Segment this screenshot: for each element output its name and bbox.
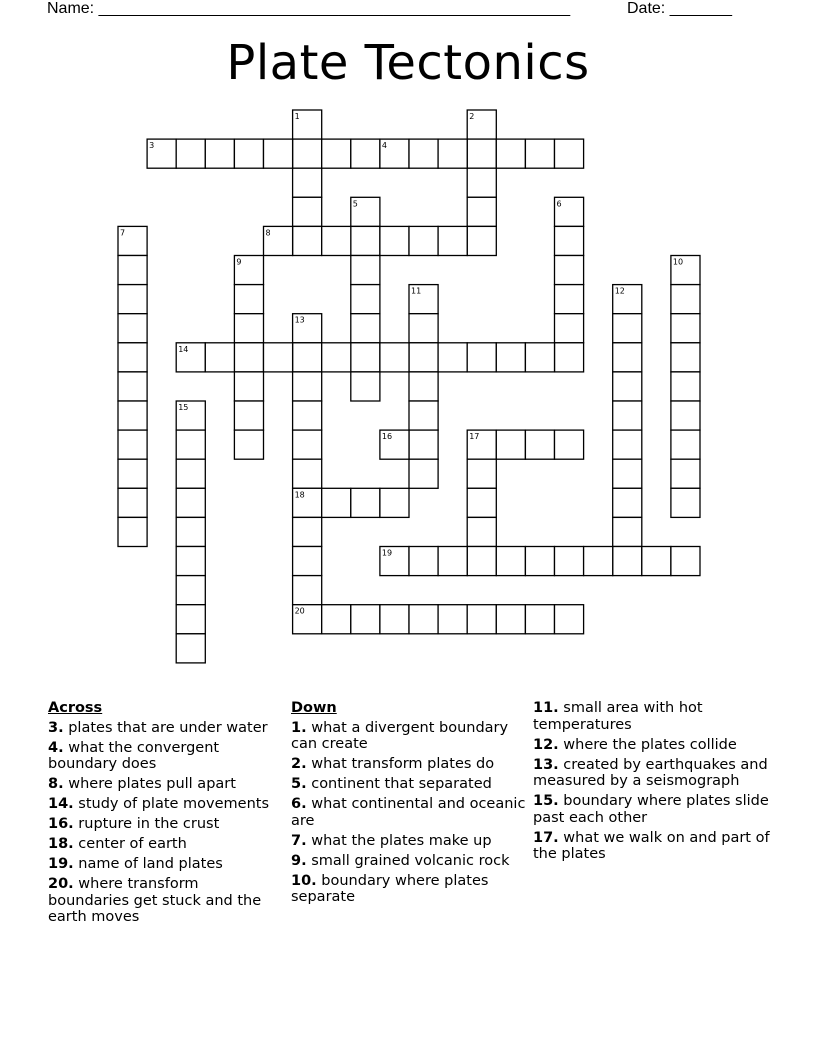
grid-cell[interactable] [118,459,147,488]
clue-text: created by earthquakes and measured by a seismograph [533,756,768,789]
grid-cell[interactable] [409,226,438,255]
grid-cell[interactable] [176,139,205,168]
grid-cell[interactable] [380,430,409,459]
grid-cell[interactable] [118,226,147,255]
clue-text: where plates pull apart [63,776,236,792]
across-heading: Across [48,700,103,716]
grid-cell[interactable] [351,285,380,314]
grid-cell[interactable] [438,139,467,168]
grid-cell[interactable] [671,372,700,401]
clue-number: 15. [533,793,559,809]
grid-cell[interactable] [293,430,322,459]
grid-cell[interactable] [409,547,438,576]
grid-cell[interactable] [467,343,496,372]
grid-cell[interactable] [496,605,525,634]
grid-cell[interactable] [293,605,322,634]
grid-cell[interactable] [176,605,205,634]
grid-cell[interactable] [380,139,409,168]
grid-cell[interactable] [176,634,205,663]
clue-number: 8. [48,776,64,792]
grid-cell[interactable] [118,256,147,285]
clue-item [533,793,773,826]
grid-cell[interactable] [613,517,642,546]
grid-cell[interactable] [118,372,147,401]
clue-number: 19. [48,856,74,872]
grid-cell[interactable] [205,139,234,168]
clue-text: where transform boundaries get stuck and the earth moves [48,876,262,925]
grid-cell[interactable] [438,343,467,372]
grid-cell[interactable] [409,343,438,372]
grid-cell[interactable] [322,488,351,517]
grid-cell[interactable] [118,343,147,372]
grid-cell[interactable] [467,197,496,226]
grid-cell[interactable] [264,226,293,255]
grid-cell[interactable] [118,430,147,459]
clue-item [533,830,773,863]
cell-number: 16 [381,432,393,442]
grid-cell[interactable] [671,314,700,343]
clue-text: boundary where plates slide past each other [533,793,769,826]
grid-cell[interactable] [671,430,700,459]
grid-cell[interactable] [409,372,438,401]
clue-number: 6. [291,796,307,812]
clue-number: 7. [291,832,307,849]
grid-cell[interactable] [555,226,584,255]
grid-cell[interactable] [613,488,642,517]
grid-cell[interactable] [118,488,147,517]
grid-cell[interactable] [118,401,147,430]
clue-item [533,700,773,733]
clue-number: 18. [48,836,74,852]
grid-cell[interactable] [351,372,380,401]
grid-cell[interactable] [613,285,642,314]
grid-cell[interactable] [409,430,438,459]
date-field[interactable]: Date: _______ [627,0,732,17]
grid-cell[interactable] [118,285,147,314]
clue-number: 10. [291,872,317,889]
down-heading: Down [291,700,337,716]
grid-cell[interactable] [234,139,263,168]
grid-cell[interactable] [293,401,322,430]
grid-cell[interactable] [293,488,322,517]
grid-cell[interactable] [671,401,700,430]
clue-item [291,833,526,850]
clue-text: what the plates make up [306,832,492,849]
clue-item [533,737,773,754]
clue-text: what continental and oceanic are [291,796,526,829]
grid-cell[interactable] [176,430,205,459]
grid-cell[interactable] [293,168,322,197]
grid-cell[interactable] [176,401,205,430]
clue-text: what the convergent boundary does [48,739,220,772]
cell-number: 19 [381,548,393,558]
grid-cell[interactable] [555,343,584,372]
grid-cell[interactable] [351,197,380,226]
clue-text: study of plate movements [73,796,270,812]
grid-cell[interactable] [322,605,351,634]
clue-number: 17. [533,829,559,846]
clue-item [48,776,280,793]
grid-cell[interactable] [351,226,380,255]
grid-cell[interactable] [409,314,438,343]
grid-cell[interactable] [380,605,409,634]
grid-cell[interactable] [322,226,351,255]
clue-item [291,776,526,793]
clue-text: name of land plates [73,856,223,872]
grid-cell[interactable] [467,517,496,546]
clue-text: what transform plates do [306,756,495,772]
clue-number: 14. [48,796,74,812]
grid-cell[interactable] [467,605,496,634]
cell-number: 18 [294,490,305,500]
grid-cell[interactable] [293,576,322,605]
cell-number: 9 [236,257,242,267]
grid-cell[interactable] [525,605,554,634]
clue-text: continent that separated [306,776,492,792]
grid-cell[interactable] [613,343,642,372]
grid-cell[interactable] [555,547,584,576]
cell-number: 11 [411,286,422,296]
grid-cell[interactable] [555,430,584,459]
clue-item [48,720,280,737]
grid-cell[interactable] [525,139,554,168]
cell-number: 15 [178,403,189,412]
grid-cell[interactable] [671,285,700,314]
grid-cell[interactable] [671,488,700,517]
grid-cell[interactable] [613,459,642,488]
clue-number: 9. [291,852,307,869]
grid-cell[interactable] [555,605,584,634]
grid-cell[interactable] [496,547,525,576]
clue-text: what we walk on and part of the plates [533,829,770,862]
grid-cell[interactable] [496,343,525,372]
grid-cell[interactable] [555,285,584,314]
grid-cell[interactable] [496,139,525,168]
grid-cell[interactable] [351,139,380,168]
clue-number: 3. [48,719,64,736]
grid-cell[interactable] [409,459,438,488]
name-field[interactable]: Name: _____________________________________________________ [47,0,571,17]
grid-cell[interactable] [380,547,409,576]
grid-cell[interactable] [234,401,263,430]
grid-cell[interactable] [467,226,496,255]
grid-cell[interactable] [409,401,438,430]
grid-cell[interactable] [234,314,263,343]
grid-cell[interactable] [438,605,467,634]
grid-cell[interactable] [467,430,496,459]
grid-cell[interactable] [293,459,322,488]
clue-number: 5. [291,776,307,792]
grid-cell[interactable] [351,605,380,634]
cell-number: 8 [265,228,271,238]
grid-cell[interactable] [438,226,467,255]
grid-cell[interactable] [671,343,700,372]
down-clues [291,700,526,909]
grid-cell[interactable] [467,110,496,139]
down-clues-continued [533,700,773,866]
clue-text: boundary where plates separate [291,872,489,905]
grid-cell[interactable] [351,256,380,285]
grid-cell[interactable] [467,168,496,197]
page-title: Plate Tectonics [226,35,590,91]
grid-cell[interactable] [613,430,642,459]
grid-cell[interactable] [671,459,700,488]
clue-item [291,796,526,829]
grid-cell[interactable] [293,314,322,343]
grid-cell[interactable] [671,256,700,285]
clue-item [48,876,280,926]
grid-cell[interactable] [293,372,322,401]
cell-number: 14 [178,344,189,354]
grid-cell[interactable] [234,285,263,314]
grid-cell[interactable] [467,488,496,517]
cell-number: 4 [381,141,387,151]
clue-text: plates that are under water [63,719,268,736]
clue-number: 11. [533,700,559,716]
grid-cell[interactable] [380,226,409,255]
cell-number: 3 [149,141,155,151]
grid-cell[interactable] [322,139,351,168]
clue-number: 16. [48,816,74,832]
grid-cell[interactable] [351,488,380,517]
grid-cell[interactable] [380,343,409,372]
grid-cell[interactable] [205,343,234,372]
clue-item [48,856,280,873]
grid-cell[interactable] [555,314,584,343]
grid-cell[interactable] [525,547,554,576]
clue-item [291,720,526,753]
clue-item [48,836,280,853]
grid-cell[interactable] [293,547,322,576]
grid-cell[interactable] [380,488,409,517]
grid-cell[interactable] [147,139,176,168]
grid-cell[interactable] [264,139,293,168]
grid-cell[interactable] [467,459,496,488]
grid-cell[interactable] [642,547,671,576]
grid-cell[interactable] [409,605,438,634]
grid-cell[interactable] [467,139,496,168]
cell-number: 13 [294,315,305,325]
grid-cell[interactable] [613,547,642,576]
grid-cell[interactable] [525,343,554,372]
grid-cell[interactable] [293,110,322,139]
clue-text: small area with hot temperatures [533,700,703,733]
grid-cell[interactable] [176,517,205,546]
grid-cell[interactable] [613,401,642,430]
clue-text: what a divergent boundary can create [291,719,509,752]
cell-number: 10 [672,257,684,267]
grid-cell[interactable] [293,343,322,372]
grid-cell[interactable] [409,139,438,168]
grid-cell[interactable] [293,139,322,168]
clue-text: center of earth [73,836,187,852]
clue-number: 12. [533,736,559,753]
grid-cell[interactable] [671,547,700,576]
grid-cell[interactable] [409,285,438,314]
grid-cell[interactable] [176,343,205,372]
grid-cell[interactable] [176,488,205,517]
grid-cell[interactable] [555,139,584,168]
clue-item [48,816,280,833]
grid-cell[interactable] [584,547,613,576]
cell-number: 2 [469,112,475,121]
cell-number: 5 [352,199,358,209]
grid-cell[interactable] [496,430,525,459]
grid-cell[interactable] [351,343,380,372]
cell-number: 6 [556,199,562,209]
grid-cell[interactable] [176,547,205,576]
grid-cell[interactable] [118,314,147,343]
grid-cell[interactable] [351,314,380,343]
clue-text: where the plates collide [558,736,737,753]
clue-item [291,756,526,773]
grid-cell[interactable] [293,517,322,546]
clue-item [291,873,526,906]
grid-cell[interactable] [234,430,263,459]
grid-cell[interactable] [555,197,584,226]
cell-number: 7 [120,228,126,238]
clue-item [291,853,526,870]
cell-number: 1 [294,112,300,121]
grid-cell[interactable] [293,226,322,255]
grid-cell[interactable] [234,343,263,372]
grid-cell[interactable] [613,314,642,343]
clue-item [48,796,280,813]
cell-number: 12 [614,286,625,296]
grid-cell[interactable] [176,576,205,605]
across-clues [48,700,280,929]
clue-number: 4. [48,739,64,756]
clue-number: 20. [48,876,74,892]
cell-number: 20 [294,606,305,616]
clue-text: rupture in the crust [73,816,220,832]
clue-number: 13. [533,756,559,773]
grid-cell[interactable] [467,547,496,576]
grid-cell[interactable] [293,197,322,226]
grid-cell[interactable] [322,343,351,372]
cell-number: 17 [469,432,480,442]
grid-cell[interactable] [264,343,293,372]
clue-text: small grained volcanic rock [306,852,510,869]
grid-cell[interactable] [613,372,642,401]
clue-number: 2. [291,756,307,772]
clue-item [48,740,280,773]
clue-number: 1. [291,719,307,736]
grid-cell[interactable] [176,459,205,488]
grid-cell[interactable] [234,372,263,401]
grid-cell[interactable] [438,547,467,576]
clue-item [533,757,773,790]
grid-cell[interactable] [234,256,263,285]
grid-cell[interactable] [118,517,147,546]
grid-cell[interactable] [525,430,554,459]
grid-cell[interactable] [555,256,584,285]
